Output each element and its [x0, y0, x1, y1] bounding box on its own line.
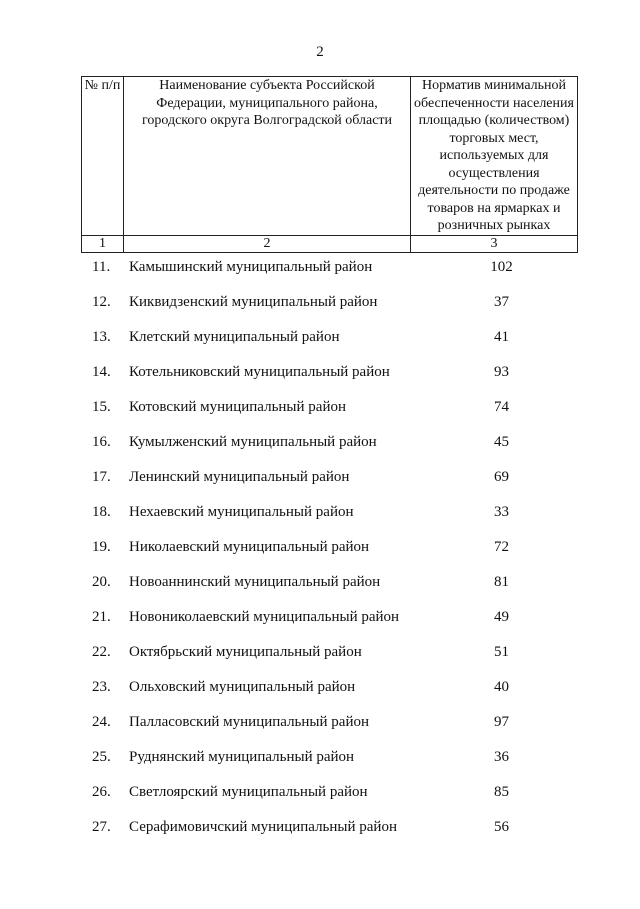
- row-value: 37: [494, 294, 509, 310]
- row-number: 23.: [92, 679, 111, 695]
- row-value: 93: [494, 364, 509, 380]
- row-name: Киквидзенский муниципальный район: [129, 294, 378, 310]
- row-number: 18.: [92, 504, 111, 520]
- row-number: 27.: [92, 819, 111, 835]
- row-value: 97: [494, 714, 509, 730]
- row-number: 17.: [92, 469, 111, 485]
- page-number: 2: [316, 44, 324, 60]
- row-name: Руднянский муниципальный район: [129, 749, 355, 765]
- table-row: [0, 670, 640, 705]
- row-number: 20.: [92, 574, 111, 590]
- table-body: [0, 250, 640, 845]
- row-value: 56: [494, 819, 509, 835]
- row-value: 41: [494, 329, 509, 345]
- row-value: 36: [494, 749, 509, 765]
- table-row: [0, 425, 640, 460]
- table-row: [0, 460, 640, 495]
- row-name: Серафимовичский муниципальный район: [129, 819, 397, 835]
- row-value: 72: [494, 539, 509, 555]
- row-name: Котовский муниципальный район: [129, 399, 347, 415]
- row-name: Палласовский муниципальный район: [129, 714, 369, 730]
- table-row: [0, 530, 640, 565]
- table-row: [0, 810, 640, 845]
- header-col-name: Наименование субъекта Российской Федерации, муниципального района, городского округа Волгоградской области: [124, 77, 411, 236]
- table-row: [0, 355, 640, 390]
- row-value: 49: [494, 609, 509, 625]
- row-number: 19.: [92, 539, 111, 555]
- row-number: 16.: [92, 434, 111, 450]
- row-value: 85: [494, 784, 509, 800]
- row-name: Октябрьский муниципальный район: [129, 644, 362, 660]
- row-value: 40: [494, 679, 509, 695]
- row-name: Новониколаевский муниципальный район: [129, 609, 400, 625]
- table-row: [0, 320, 640, 355]
- table-row: [0, 775, 640, 810]
- table-row: [0, 600, 640, 635]
- row-value: 45: [494, 434, 509, 450]
- row-name: Николаевский муниципальный район: [129, 539, 370, 555]
- table-row: [0, 635, 640, 670]
- header-col-name-index: 2: [124, 235, 411, 252]
- row-number: 12.: [92, 294, 111, 310]
- row-number: 13.: [92, 329, 111, 345]
- row-name: Камышинский муниципальный район: [129, 259, 373, 275]
- row-number: 21.: [92, 609, 111, 625]
- row-value: 51: [494, 644, 509, 660]
- row-number: 11.: [92, 259, 111, 275]
- table-row: [0, 740, 640, 775]
- row-value: 74: [494, 399, 509, 415]
- row-value: 81: [494, 574, 509, 590]
- row-name: Ленинский муниципальный район: [129, 469, 350, 485]
- row-name: Клетский муниципальный район: [129, 329, 340, 345]
- row-name: Светлоярский муниципальный район: [129, 784, 368, 800]
- row-number: 15.: [92, 399, 111, 415]
- row-number: 22.: [92, 644, 111, 660]
- row-name: Кумылженский муниципальный район: [129, 434, 377, 450]
- row-name: Котельниковский муниципальный район: [129, 364, 390, 380]
- table-row: [0, 705, 640, 740]
- row-number: 14.: [92, 364, 111, 380]
- row-value: 69: [494, 469, 509, 485]
- header-col-number-index: 1: [82, 235, 124, 252]
- row-name: Нехаевский муниципальный район: [129, 504, 354, 520]
- row-number: 24.: [92, 714, 111, 730]
- row-value: 33: [494, 504, 509, 520]
- row-value: 102: [490, 259, 513, 275]
- row-name: Ольховский муниципальный район: [129, 679, 356, 695]
- table-row: [0, 390, 640, 425]
- table-row: [0, 565, 640, 600]
- header-col-number: № п/п: [82, 77, 124, 236]
- table-row: [0, 495, 640, 530]
- table-row: [0, 285, 640, 320]
- table-header: [81, 76, 578, 253]
- row-number: 25.: [92, 749, 111, 765]
- header-col-norm: Норматив минимальной обеспеченности населения площадью (количеством) торговых мест, используемых для осуществления деятельности по продаже товаров на ярмарках и розничных рынках: [411, 77, 578, 236]
- row-name: Новоаннинский муниципальный район: [129, 574, 381, 590]
- header-col-norm-index: 3: [411, 235, 578, 252]
- row-number: 26.: [92, 784, 111, 800]
- table-row: [0, 250, 640, 285]
